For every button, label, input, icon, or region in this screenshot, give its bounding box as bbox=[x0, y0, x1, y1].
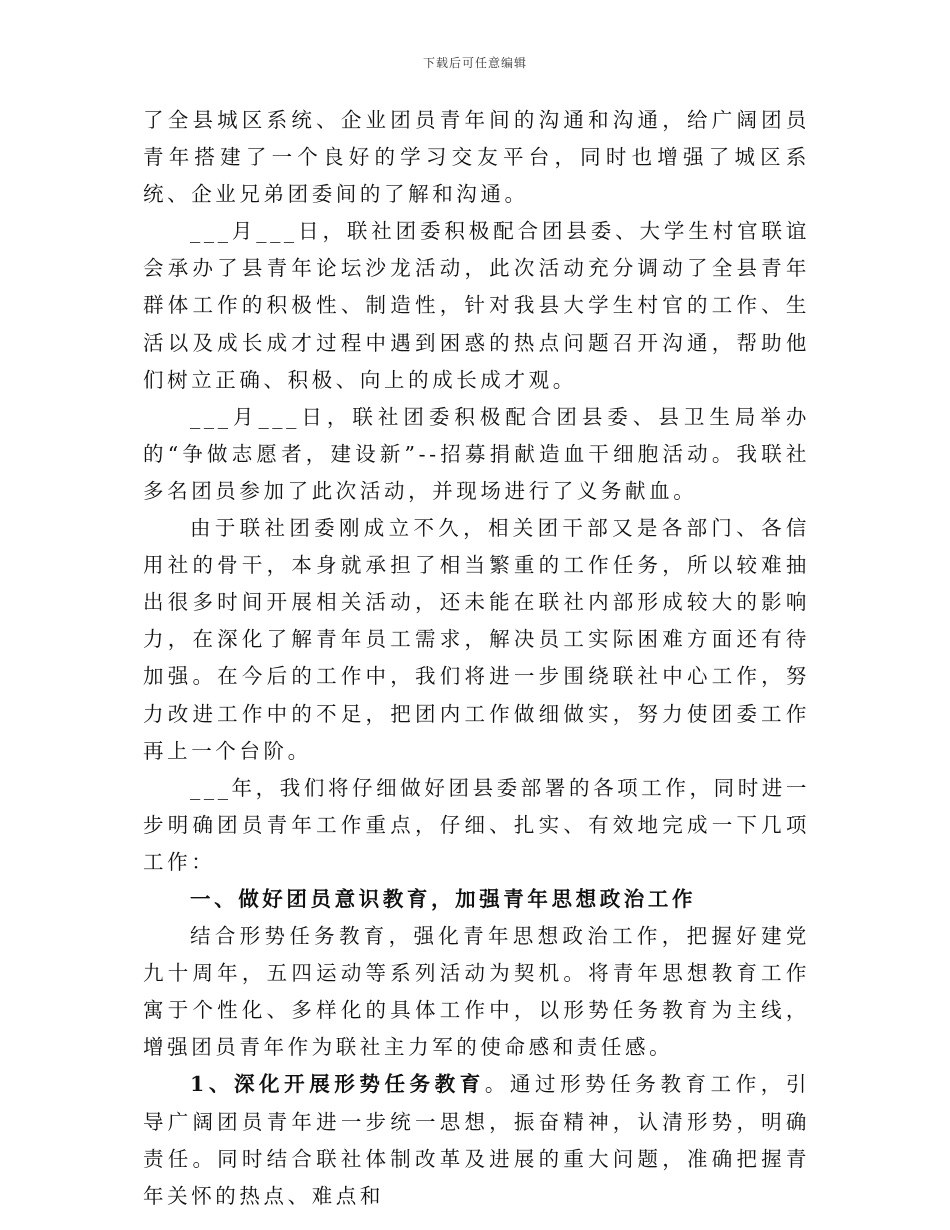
paragraph-youth-forum: ___月___日，联社团委积极配合团县委、大学生村官联谊会承办了县青年论坛沙龙活动，此次活动充分调动了全县青年群体工作的积极性、制造性，针对我县大学生村官的工作、生活以及成长成才过程中遇到困惑的热点问题召开沟通，帮助他们树立正确、积极、向上的成长成才观。 bbox=[143, 219, 810, 392]
paragraph-ideological-work: 结合形势任务教育，强化青年思想政治工作，把握好建党九十周年，五四运动等系列活动为契机。将青年思想教育工作寓于个性化、多样化的具体工作中，以形势任务教育为主线，增强团员青年作为联社主力军的使命感和责任感。 bbox=[143, 924, 810, 1060]
paragraph-next-year-plan: ___年，我们将仔细做好团县委部署的各项工作，同时进一步明确团员青年工作重点，仔细、扎实、有效地完成一下几项工作： bbox=[143, 775, 810, 874]
document-body bbox=[143, 102, 810, 1215]
item-body-text: 。通过形势任务教育工作，引导广阔团员青年进一步统一思想，振奋精神，认清形势，明确责任。同时结合联社体制改革及进展的重大问题，准确把握青年关怀的热点、难点和 bbox=[143, 1072, 810, 1208]
paragraph-continuation: 了全县城区系统、企业团员青年间的沟通和沟通，给广阔团员青年搭建了一个良好的学习交友平台，同时也增强了城区系统、企业兄弟团委间的了解和沟通。 bbox=[143, 108, 810, 207]
paragraph-blood-donation: ___月___日，联社团委积极配合团县委、县卫生局举办的“争做志愿者，建设新”--招募捐献造血干细胞活动。我联社多名团员参加了此次活动，并现场进行了义务献血。 bbox=[143, 404, 810, 503]
section-heading-1: 一、做好团员意识教育，加强青年思想政治工作 bbox=[190, 886, 697, 911]
download-note: 下载后可任意编辑 bbox=[422, 56, 527, 70]
paragraph-shortcomings: 由于联社团委刚成立不久，相关团干部又是各部门、各信用社的骨干，本身就承担了相当繁重的工作任务，所以较难抽出很多时间开展相关活动，还未能在联社内部形成较大的影响力，在深化了解青年员工需求，解决员工实际困难方面还有待加强。在今后的工作中，我们将进一步围绕联社中心工作，努力改进工作中的不足，把团内工作做细做实，努力使团委工作再上一个台阶。 bbox=[143, 516, 810, 763]
item-lead-title: 1、深化开展形势任务教育 bbox=[190, 1072, 485, 1097]
paragraph-situation-education bbox=[143, 1066, 810, 1214]
